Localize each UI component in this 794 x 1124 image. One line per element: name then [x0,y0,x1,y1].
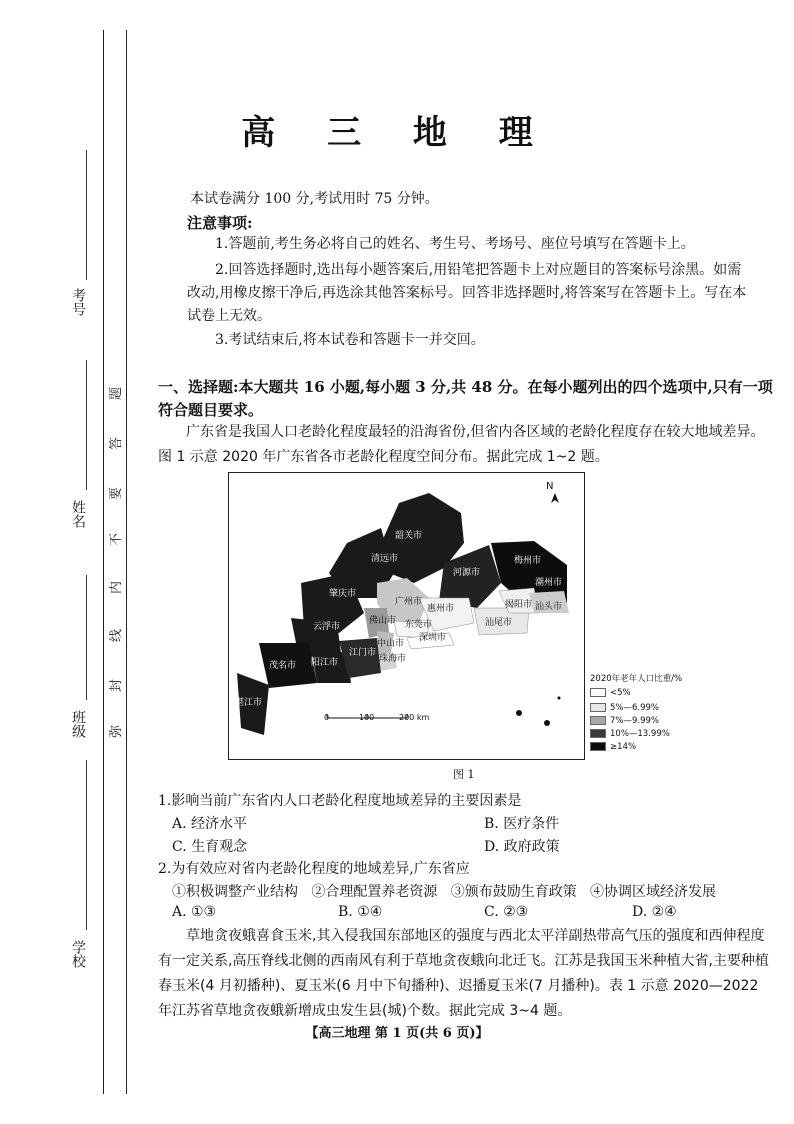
legend-title: 2020年老年人口比重/% [590,674,683,684]
legend-swatch [590,688,606,697]
field-line-class [86,575,87,700]
field-name: 姓名 [70,500,86,528]
option-a[interactable]: A. 经济水平 [172,816,248,832]
city-label: 惠州市 [427,604,455,614]
guangdong-map [228,472,585,760]
option-d[interactable]: D. 政府政策 [484,839,560,855]
seal-char: 答 [109,436,125,451]
city-label: 广州市 [395,597,423,607]
notice-item: 2.回答选择题时,选出每小题答案后,用铅笔把答题卡上对应题目的答案标号涂黑。如需改动,用橡皮擦干净后,再选涂其他答案标号。回答非选择题时,将答案写在答题卡上。写在本试卷上无效。 [187,262,747,324]
legend-item: 10%—13.99% [590,729,670,739]
legend-swatch [590,742,606,751]
page-footer: 【高三地理 第 1 页(共 6 页)】 [305,1026,489,1041]
city-label: 梅州市 [514,556,542,566]
seal-char: 封 [109,678,125,693]
legend-swatch [590,729,606,738]
seal-char: 线 [109,628,125,643]
city-label: 茂名市 [269,661,297,671]
option-b[interactable]: B. 医疗条件 [484,816,560,832]
legend-item: ≥14% [590,742,636,752]
legend-item: 5%—6.99% [590,703,659,713]
figure-caption: 图 1 [453,768,475,781]
notice-heading: 注意事项: [187,214,253,232]
field-line-school [86,760,87,930]
field-line-exam-number [86,150,87,280]
north-arrow-icon [551,493,559,503]
question-stem: 广东省是我国人口老龄化程度最轻的沿海省份,但省内各区域的老龄化程度存在较大地域差异。图 1 示意 2020 年广东省各市老龄化程度空间分布。据此完成 1~2 题。 [158,424,765,465]
legend-item: <5% [590,688,631,698]
option-c[interactable]: C. 生育观念 [172,839,248,855]
question-1: 1.影响当前广东省内人口老龄化程度地域差异的主要因素是 [158,793,522,809]
city-label: 肇庆市 [329,589,357,599]
island [544,720,550,726]
city-label: 汕尾市 [485,618,513,628]
city-label: 揭阳市 [505,600,533,610]
option-a[interactable]: A. ①③ [172,904,217,920]
section-heading: 一、选择题:本大题共 16 小题,每小题 3 分,共 48 分。在每小题列出的四个选项中,只有一项符合题目要求。 [158,378,773,419]
north-label: N [546,481,554,492]
binding-line-outer [103,30,104,1094]
legend-swatch [590,703,606,712]
notice-item: 1.答题前,考生务必将自己的姓名、考生号、考场号、座位号填写在答题卡上。 [215,236,695,252]
city-label: 清远市 [371,554,399,564]
city-label: 阳江市 [311,658,339,668]
option-b[interactable]: B. ①④ [338,904,383,920]
seal-char: 内 [109,580,125,595]
option-c[interactable]: C. ②③ [484,904,529,920]
question-stem: 草地贪夜蛾喜食玉米,其入侵我国东部地区的强度与西北太平洋副热带高气压的强度和西伸程度有一定关系,高压脊线北侧的西南风有利于草地贪夜蛾向北迁飞。江苏是我国玉米种植大省,主要种植春玉米(4 月初播种)、夏玉米(6 月中下旬播种)、迟播夏玉米(7 月播种)。表 1 示意 2020—2022 年江苏省草地贪夜蛾新增成虫发生县(城)个数。据此完成 3~4 题。 [158,928,769,1019]
city-label: 珠海市 [379,654,407,664]
seal-char: 不 [109,532,125,547]
city-label: 湛江市 [235,698,263,708]
city-label: 中山市 [377,639,405,649]
seal-char: 题 [109,386,125,401]
scale-label: 0 [324,713,330,722]
city-label: 河源市 [453,568,481,578]
seal-char: 弥 [109,724,125,739]
question-2-statements: ①积极调整产业结构 ②合理配置养老资源 ③颁布鼓励生育政策 ④协调区域经济发展 [172,884,717,900]
binding-line-inner [126,30,127,1094]
legend-item: 7%—9.99% [590,716,659,726]
scale-label: 200 km [399,713,430,722]
field-line-name [86,360,87,490]
city-label: 韶关市 [395,531,423,541]
notice-item: 3.考试结束后,将本试卷和答题卡一并交回。 [215,332,485,348]
island [516,710,522,716]
question-2: 2.为有效应对省内老龄化程度的地域差异,广东省应 [158,861,470,877]
scale-label: 100 [359,713,375,722]
city-label: 潮州市 [535,578,563,588]
city-label: 深圳市 [419,633,447,643]
island [558,697,561,700]
field-exam-number: 考号 [70,288,86,316]
legend-swatch [590,716,606,725]
city-label: 江门市 [349,648,377,658]
city-label: 云浮市 [313,622,341,632]
field-class: 班级 [70,710,86,738]
exam-info: 本试卷满分 100 分,考试用时 75 分钟。 [190,191,439,207]
page-title: 高 三 地 理 [241,113,553,153]
city-label: 汕头市 [535,602,563,612]
field-school: 学校 [70,940,86,968]
city-label: 东莞市 [405,620,433,630]
seal-char: 要 [109,486,125,501]
city-label: 佛山市 [369,616,397,626]
option-d[interactable]: D. ②④ [632,904,677,920]
